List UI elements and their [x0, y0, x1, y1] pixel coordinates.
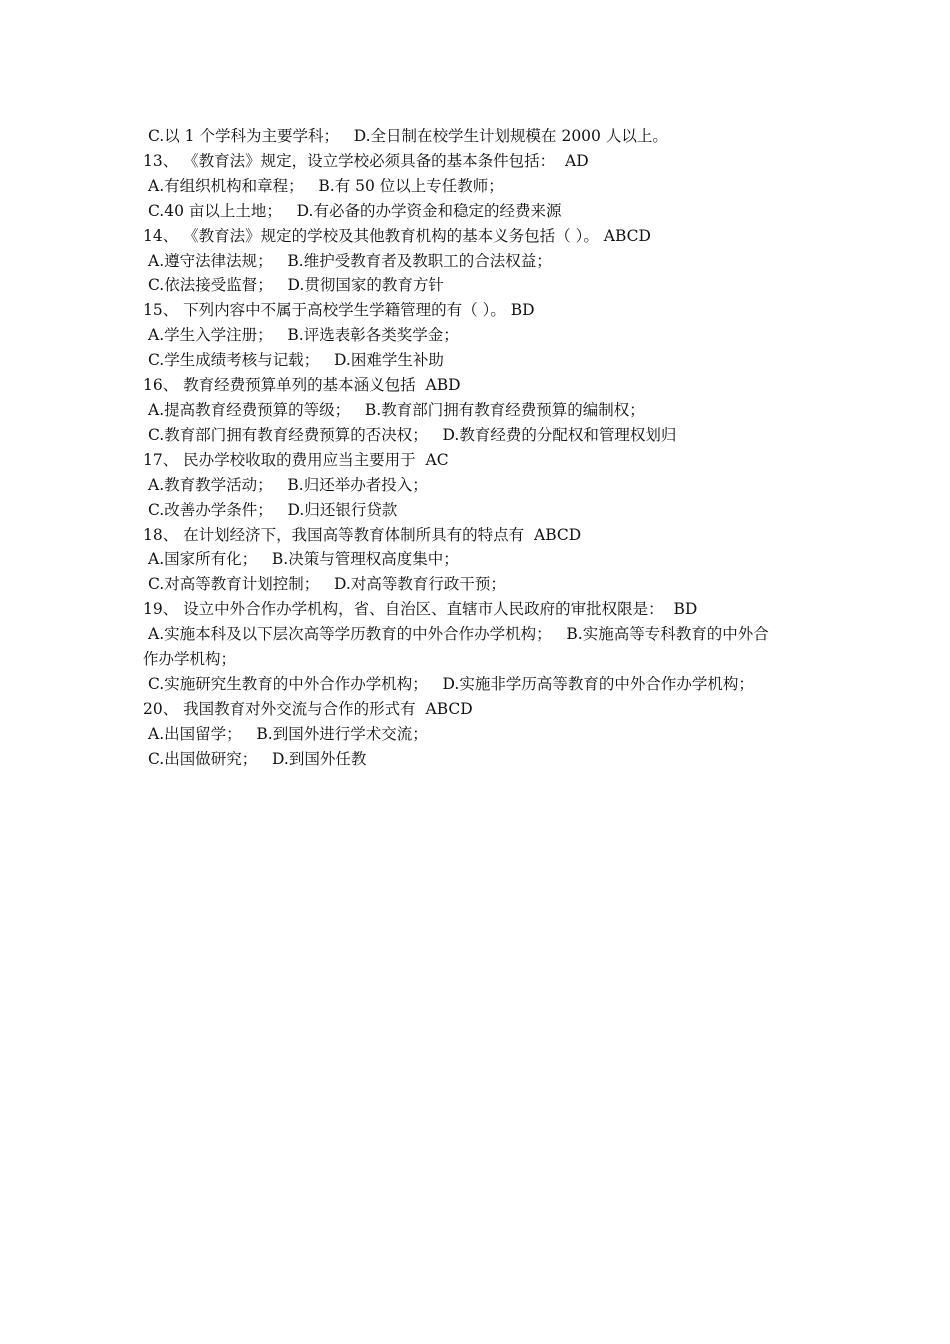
question-line-16: 16、 教育经费预算单列的基本涵义包括 ABD: [143, 376, 461, 395]
question-line-17: 17、 民办学校收取的费用应当主要用于 AC: [143, 450, 449, 469]
option-line: C.依法接受监督； D.贯彻国家的教育方针: [148, 276, 444, 295]
option-line: C.出国做研究； D.到国外任教: [148, 749, 367, 768]
question-line-18: 18、 在计划经济下，我国高等教育体制所具有的特点有 ABCD: [143, 525, 582, 544]
option-line: C.改善办学条件； D.归还银行贷款: [148, 500, 398, 519]
question-line-13: 13、 《教育法》规定，设立学校必须具备的基本条件包括： AD: [143, 151, 589, 170]
option-line: A.学生入学注册； B.评选表彰各类奖学金；: [148, 326, 459, 345]
option-line: A.国家所有化； B.决策与管理权高度集中；: [148, 550, 459, 569]
option-line: C.对高等教育计划控制； D.对高等教育行政干预；: [148, 575, 506, 594]
option-line: C.实施研究生教育的中外合作办学机构； D.实施非学历高等教育的中外合作办学机构；: [148, 674, 754, 693]
option-line: A.遵守法律法规； B.维护受教育者及教职工的合法权益；: [148, 251, 552, 270]
option-line: A.教育教学活动； B.归还举办者投入；: [148, 475, 428, 494]
question-line-19: 19、 设立中外合作办学机构，省、自治区、直辖市人民政府的审批权限是： BD: [143, 600, 698, 619]
option-line: A.有组织机构和章程； B.有 50 位以上专任教师；: [148, 176, 504, 195]
question-line-20: 20、 我国教育对外交流与合作的形式有 ABCD: [143, 699, 473, 718]
option-line: A.提高教育经费预算的等级； B.教育部门拥有教育经费预算的编制权；: [148, 400, 645, 419]
option-line: C.教育部门拥有教育经费预算的否决权； D.教育经费的分配权和管理权划归: [148, 425, 677, 444]
option-line: C.以 1 个学科为主要学科； D.全日制在校学生计划规模在 2000 人以上。: [148, 127, 668, 145]
option-continuation-line: 作办学机构；: [143, 650, 237, 669]
option-line: A.实施本科及以下层次高等学历教育的中外合作办学机构； B.实施高等专科教育的中外合: [148, 625, 769, 644]
question-line-15: 15、 下列内容中不属于高校学生学籍管理的有（ ）。 BD: [143, 301, 535, 320]
question-line-14: 14、 《教育法》规定的学校及其他教育机构的基本义务包括（ ）。 ABCD: [143, 226, 651, 245]
option-line: C.40 亩以上土地； D.有必备的办学资金和稳定的经费来源: [148, 201, 562, 220]
option-line: A.出国留学； B.到国外进行学术交流；: [148, 724, 428, 743]
option-line: C.学生成绩考核与记载； D.困难学生补助: [148, 351, 444, 370]
document-body: [143, 124, 818, 772]
